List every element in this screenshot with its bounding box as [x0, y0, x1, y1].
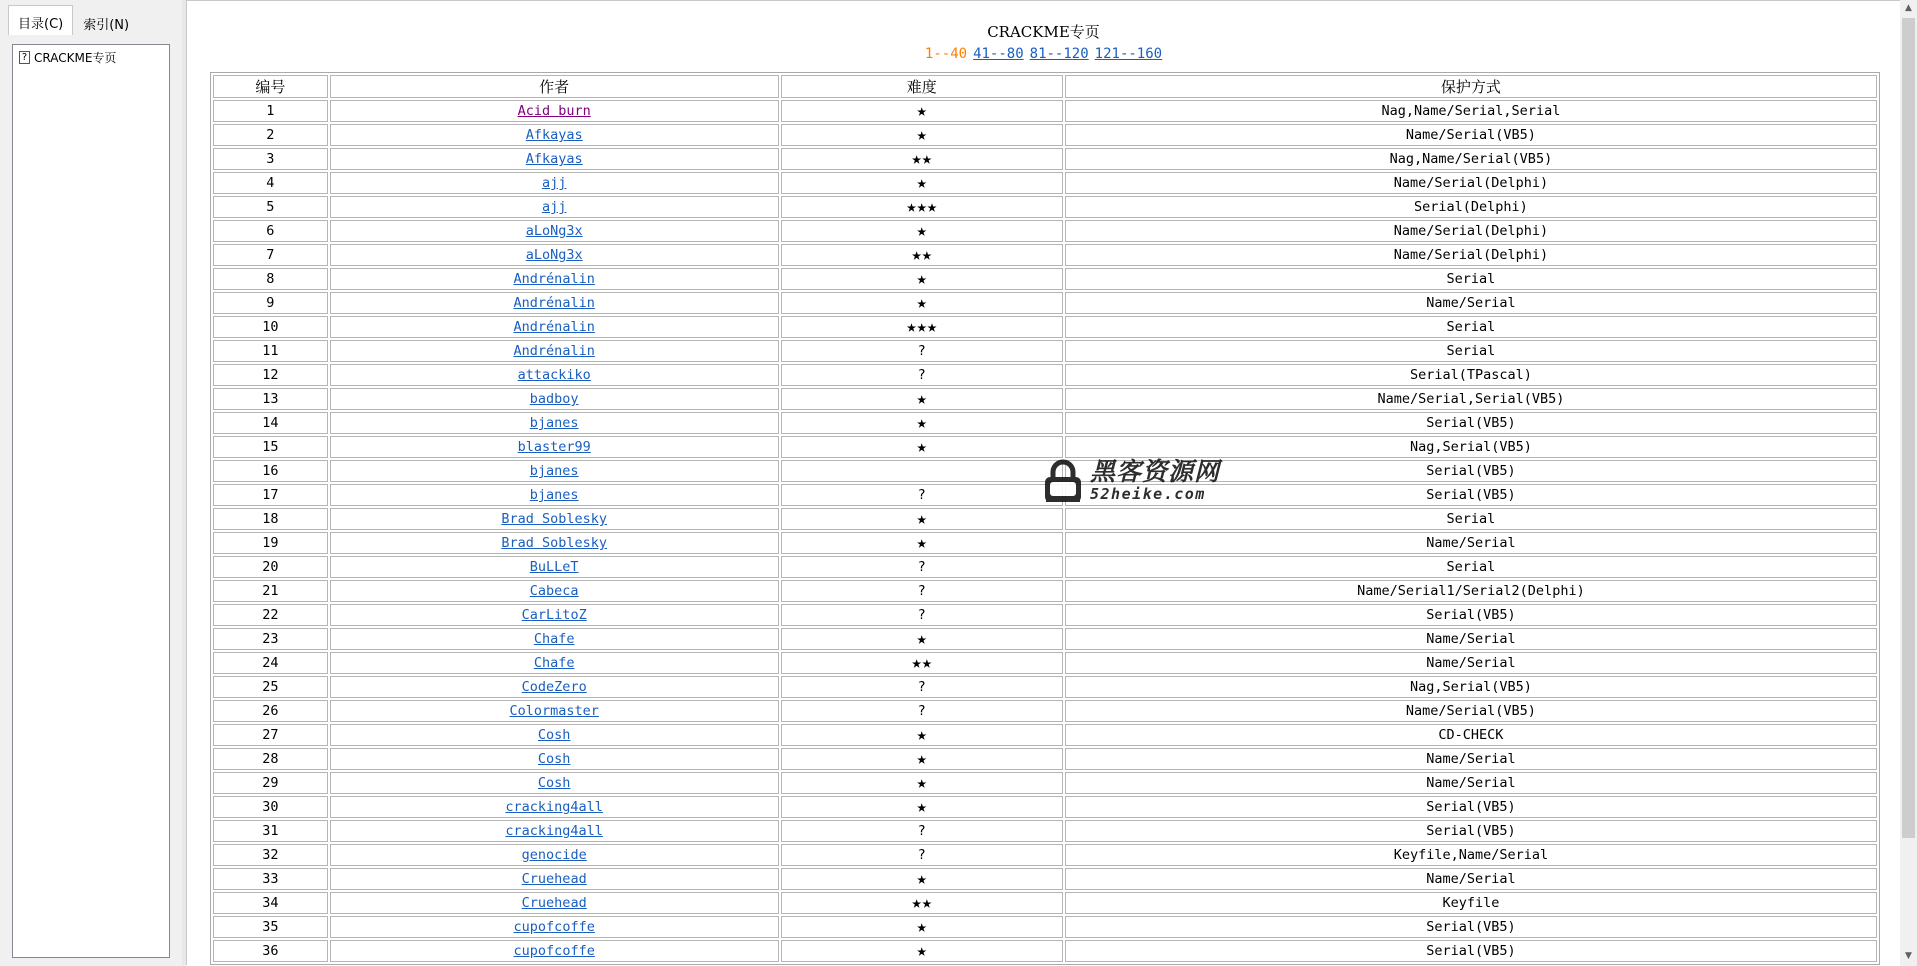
cell-number: 22 [213, 604, 328, 626]
cell-protection: Name/Serial(Delphi) [1065, 244, 1877, 266]
cell-protection: Serial(VB5) [1065, 604, 1877, 626]
cell-protection: Serial [1065, 268, 1877, 290]
cell-author [330, 844, 779, 866]
cell-number: 15 [213, 436, 328, 458]
cell-protection: Serial [1065, 508, 1877, 530]
cell-difficulty [781, 268, 1063, 290]
cell-protection: Keyfile,Name/Serial [1065, 844, 1877, 866]
help-page-icon: ? [19, 51, 30, 64]
cell-protection: Serial(VB5) [1065, 460, 1877, 482]
cell-number: 11 [213, 340, 328, 362]
author-link[interactable]: bjanes [529, 415, 579, 431]
author-link[interactable]: Cruehead [521, 895, 587, 911]
header-number: 编号 [213, 75, 328, 98]
author-link[interactable]: ajj [541, 199, 567, 215]
cell-difficulty [781, 196, 1063, 218]
cell-author [330, 556, 779, 578]
cell-number: 32 [213, 844, 328, 866]
table-row [213, 460, 1877, 482]
cell-number: 29 [213, 772, 328, 794]
cell-author [330, 244, 779, 266]
table-row [213, 220, 1877, 242]
cell-number: 33 [213, 868, 328, 890]
cell-author [330, 940, 779, 962]
difficulty-rating: ★ [916, 269, 927, 289]
table-row [213, 676, 1877, 698]
author-link[interactable]: cracking4all [505, 823, 603, 839]
author-link[interactable]: Colormaster [509, 703, 599, 719]
cell-difficulty [781, 460, 1063, 482]
author-link[interactable]: Cosh [537, 727, 571, 743]
cell-difficulty [781, 820, 1063, 842]
cell-number: 8 [213, 268, 328, 290]
author-link[interactable]: CodeZero [521, 679, 587, 695]
cell-difficulty [781, 436, 1063, 458]
cell-author [330, 604, 779, 626]
cell-author [330, 292, 779, 314]
cell-difficulty [781, 124, 1063, 146]
cell-author [330, 724, 779, 746]
cell-difficulty [781, 316, 1063, 338]
cell-difficulty [781, 916, 1063, 938]
cell-difficulty [781, 628, 1063, 650]
header-protection: 保护方式 [1065, 75, 1877, 98]
cell-difficulty [781, 388, 1063, 410]
difficulty-rating: ★★★ [906, 317, 938, 337]
difficulty-rating: ? [917, 607, 926, 623]
difficulty-rating: ★ [916, 869, 927, 889]
table-row [213, 556, 1877, 578]
cell-number: 31 [213, 820, 328, 842]
author-link[interactable]: Afkayas [525, 151, 583, 167]
author-link[interactable]: Brad Soblesky [501, 535, 608, 551]
cell-protection: Name/Serial [1065, 748, 1877, 770]
cell-difficulty [781, 244, 1063, 266]
cell-number: 28 [213, 748, 328, 770]
pager [187, 46, 1900, 62]
cell-difficulty [781, 148, 1063, 170]
table-row [213, 748, 1877, 770]
table-row [213, 388, 1877, 410]
cell-protection: Name/Serial(VB5) [1065, 124, 1877, 146]
cell-author [330, 316, 779, 338]
author-link[interactable]: Cabeca [529, 583, 579, 599]
cell-author [330, 484, 779, 506]
cell-difficulty [781, 172, 1063, 194]
cell-difficulty [781, 724, 1063, 746]
nav-tabs [8, 8, 139, 38]
cell-protection: Nag,Name/Serial,Serial [1065, 100, 1877, 122]
cell-author [330, 820, 779, 842]
author-link[interactable]: Brad Soblesky [501, 511, 608, 527]
cell-author [330, 436, 779, 458]
table-row [213, 820, 1877, 842]
cell-author [330, 868, 779, 890]
table-row [213, 700, 1877, 722]
cell-number: 5 [213, 196, 328, 218]
cell-protection: Name/Serial [1065, 628, 1877, 650]
cell-protection: Serial(VB5) [1065, 940, 1877, 962]
author-link[interactable]: Andrénalin [513, 295, 595, 311]
cell-protection: Serial [1065, 556, 1877, 578]
table-row [213, 892, 1877, 914]
difficulty-rating: ★ [916, 221, 927, 241]
cell-protection: Name/Serial(Delphi) [1065, 220, 1877, 242]
author-link[interactable]: cracking4all [505, 799, 603, 815]
vertical-scrollbar[interactable] [1900, 0, 1917, 965]
table-row [213, 868, 1877, 890]
cell-author [330, 580, 779, 602]
table-header-row [213, 75, 1877, 98]
cell-difficulty [781, 532, 1063, 554]
cell-protection: Name/Serial [1065, 532, 1877, 554]
cell-difficulty [781, 868, 1063, 890]
cell-protection: Name/Serial1/Serial2(Delphi) [1065, 580, 1877, 602]
pager-link-3[interactable]: 81--120 [1029, 46, 1089, 62]
cell-author [330, 772, 779, 794]
cell-protection: Serial(VB5) [1065, 916, 1877, 938]
author-link[interactable]: Afkayas [525, 127, 583, 143]
difficulty-rating: ★★ [911, 653, 932, 673]
difficulty-rating: ? [917, 343, 926, 359]
cell-number: 10 [213, 316, 328, 338]
difficulty-rating: ★ [916, 293, 927, 313]
difficulty-rating: ? [917, 583, 926, 599]
crackme-table [210, 72, 1880, 965]
table-row [213, 532, 1877, 554]
pager-link-2[interactable]: 41--80 [973, 46, 1024, 62]
cell-number: 21 [213, 580, 328, 602]
author-link[interactable]: Cosh [537, 775, 571, 791]
author-link[interactable]: ajj [541, 175, 567, 191]
table-row [213, 580, 1877, 602]
cell-author [330, 748, 779, 770]
cell-number: 7 [213, 244, 328, 266]
cell-protection: Name/Serial [1065, 772, 1877, 794]
author-link[interactable]: cupofcoffe [513, 943, 595, 959]
table-row [213, 628, 1877, 650]
difficulty-rating: ? [917, 703, 926, 719]
difficulty-rating: ★ [916, 749, 927, 769]
table-row [213, 316, 1877, 338]
cell-difficulty [781, 220, 1063, 242]
difficulty-rating: ? [917, 487, 926, 503]
cell-author [330, 676, 779, 698]
scroll-up-icon[interactable]: ▲ [1905, 3, 1912, 13]
table-row [213, 412, 1877, 434]
tab-index[interactable]: 索引(N) [83, 18, 130, 33]
difficulty-rating: ? [917, 823, 926, 839]
table-row [213, 340, 1877, 362]
cell-difficulty [781, 700, 1063, 722]
cell-author [330, 148, 779, 170]
difficulty-rating: ★ [916, 101, 927, 121]
table-body [213, 100, 1877, 962]
watermark-text-en: 52heike.com [1090, 485, 1206, 503]
cell-protection: Name/Serial(VB5) [1065, 700, 1877, 722]
table-row [213, 940, 1877, 962]
table-row [213, 196, 1877, 218]
cell-number: 25 [213, 676, 328, 698]
cell-author [330, 796, 779, 818]
cell-difficulty [781, 556, 1063, 578]
cell-number: 3 [213, 148, 328, 170]
cell-difficulty [781, 652, 1063, 674]
difficulty-rating: ★ [916, 413, 927, 433]
table-row [213, 724, 1877, 746]
scroll-down-icon[interactable]: ▼ [1905, 951, 1912, 961]
difficulty-rating: ★★ [911, 245, 932, 265]
author-link[interactable]: BuLLeT [529, 559, 579, 575]
author-link[interactable]: attackiko [517, 367, 591, 383]
difficulty-rating: ★ [916, 125, 927, 145]
tab-contents[interactable]: 目录(C) [8, 5, 73, 35]
author-link[interactable]: aLoNg3x [525, 223, 583, 239]
difficulty-rating: ★★★ [906, 197, 938, 217]
table-row [213, 124, 1877, 146]
table-row [213, 364, 1877, 386]
cell-protection: Serial(TPascal) [1065, 364, 1877, 386]
cell-protection: Name/Serial [1065, 292, 1877, 314]
cell-author [330, 892, 779, 914]
cell-protection: Name/Serial [1065, 868, 1877, 890]
cell-protection: Serial(VB5) [1065, 820, 1877, 842]
cell-author [330, 412, 779, 434]
difficulty-rating: ★ [916, 725, 927, 745]
cell-difficulty [781, 100, 1063, 122]
cell-author [330, 124, 779, 146]
difficulty-rating: ★ [916, 389, 927, 409]
cell-difficulty [781, 292, 1063, 314]
cell-difficulty [781, 796, 1063, 818]
author-link[interactable]: Chafe [533, 655, 575, 671]
difficulty-rating: ★ [916, 533, 927, 553]
cell-author [330, 340, 779, 362]
cell-difficulty [781, 844, 1063, 866]
cell-author [330, 916, 779, 938]
cell-number: 12 [213, 364, 328, 386]
table-row [213, 172, 1877, 194]
cell-difficulty [781, 604, 1063, 626]
cell-difficulty [781, 940, 1063, 962]
cell-difficulty [781, 892, 1063, 914]
cell-author [330, 388, 779, 410]
table-row [213, 292, 1877, 314]
author-link[interactable]: Andrénalin [513, 319, 595, 335]
cell-protection: Serial(VB5) [1065, 796, 1877, 818]
cell-author [330, 220, 779, 242]
page-title: CRACKME专页 [987, 23, 1100, 41]
cell-number: 1 [213, 100, 328, 122]
table-row [213, 100, 1877, 122]
cell-difficulty [781, 340, 1063, 362]
cell-protection: Serial [1065, 340, 1877, 362]
difficulty-rating: ★ [916, 173, 927, 193]
cell-protection: Nag,Serial(VB5) [1065, 676, 1877, 698]
table-row [213, 148, 1877, 170]
difficulty-rating: ★ [916, 917, 927, 937]
cell-protection: Name/Serial(Delphi) [1065, 172, 1877, 194]
cell-author [330, 628, 779, 650]
tree-item-label: CRACKME专页 [34, 51, 117, 65]
cell-number: 20 [213, 556, 328, 578]
cell-number: 36 [213, 940, 328, 962]
cell-protection: Name/Serial,Serial(VB5) [1065, 388, 1877, 410]
author-link[interactable]: blaster99 [517, 439, 591, 455]
scroll-thumb[interactable] [1902, 18, 1915, 838]
difficulty-rating: ★ [916, 629, 927, 649]
author-link[interactable]: badboy [529, 391, 579, 407]
cell-number: 24 [213, 652, 328, 674]
cell-number: 6 [213, 220, 328, 242]
cell-difficulty [781, 772, 1063, 794]
cell-number: 4 [213, 172, 328, 194]
cell-protection: Serial [1065, 316, 1877, 338]
cell-number: 16 [213, 460, 328, 482]
difficulty-rating: ★★ [911, 149, 932, 169]
table-row [213, 484, 1877, 506]
difficulty-rating: ★ [916, 797, 927, 817]
cell-protection: Serial(VB5) [1065, 484, 1877, 506]
cell-difficulty [781, 484, 1063, 506]
cell-protection: Keyfile [1065, 892, 1877, 914]
content-pane [187, 0, 1900, 966]
cell-protection: Nag,Name/Serial(VB5) [1065, 148, 1877, 170]
cell-number: 14 [213, 412, 328, 434]
author-link[interactable]: bjanes [529, 463, 579, 479]
cell-author [330, 532, 779, 554]
table-row [213, 604, 1877, 626]
table-row [213, 508, 1877, 530]
cell-difficulty [781, 508, 1063, 530]
cell-author [330, 196, 779, 218]
cell-difficulty [781, 580, 1063, 602]
cell-number: 9 [213, 292, 328, 314]
difficulty-rating: ★★ [911, 893, 932, 913]
header-difficulty: 难度 [781, 75, 1063, 98]
table-row [213, 796, 1877, 818]
cell-number: 27 [213, 724, 328, 746]
difficulty-rating: ★ [916, 941, 927, 961]
difficulty-rating: ★ [916, 773, 927, 793]
cell-number: 19 [213, 532, 328, 554]
table-row [213, 916, 1877, 938]
cell-difficulty [781, 412, 1063, 434]
cell-protection: CD-CHECK [1065, 724, 1877, 746]
tree-item-crackme[interactable] [19, 49, 116, 66]
contents-tree[interactable] [12, 44, 170, 958]
pager-link-1: 1--40 [924, 46, 968, 62]
difficulty-rating: ★ [916, 437, 927, 457]
cell-difficulty [781, 748, 1063, 770]
watermark-text-cn: 黑客资源网 [1090, 457, 1221, 486]
cell-author [330, 508, 779, 530]
cell-author [330, 460, 779, 482]
author-link[interactable]: Cruehead [521, 871, 587, 887]
author-link[interactable]: aLoNg3x [525, 247, 583, 263]
author-link[interactable]: Andrénalin [513, 271, 595, 287]
difficulty-rating: ? [917, 679, 926, 695]
difficulty-rating: ? [917, 559, 926, 575]
table-row [213, 844, 1877, 866]
cell-difficulty [781, 676, 1063, 698]
cell-number: 23 [213, 628, 328, 650]
author-link[interactable]: genocide [521, 847, 587, 863]
author-link[interactable]: Andrénalin [513, 343, 595, 359]
pager-link-4[interactable]: 121--160 [1094, 46, 1163, 62]
table-row [213, 436, 1877, 458]
header-author: 作者 [330, 75, 779, 98]
author-link[interactable]: Cosh [537, 751, 571, 767]
navigation-pane [0, 0, 183, 965]
cell-difficulty [781, 364, 1063, 386]
cell-number: 26 [213, 700, 328, 722]
author-link[interactable]: CarLitoZ [521, 607, 587, 623]
cell-number: 17 [213, 484, 328, 506]
cell-protection: Serial(VB5) [1065, 412, 1877, 434]
author-link[interactable]: Acid burn [517, 103, 591, 119]
cell-author [330, 700, 779, 722]
cell-author [330, 100, 779, 122]
cell-number: 30 [213, 796, 328, 818]
cell-number: 18 [213, 508, 328, 530]
table-row [213, 652, 1877, 674]
difficulty-rating: ? [917, 367, 926, 383]
cell-author [330, 172, 779, 194]
cell-author [330, 652, 779, 674]
cell-number: 2 [213, 124, 328, 146]
cell-author [330, 364, 779, 386]
cell-number: 35 [213, 916, 328, 938]
cell-protection: Name/Serial [1065, 652, 1877, 674]
table-row [213, 268, 1877, 290]
author-link[interactable]: cupofcoffe [513, 919, 595, 935]
cell-author [330, 268, 779, 290]
cell-number: 34 [213, 892, 328, 914]
cell-protection: Serial(Delphi) [1065, 196, 1877, 218]
difficulty-rating: ? [917, 847, 926, 863]
table-row [213, 772, 1877, 794]
author-link[interactable]: bjanes [529, 487, 579, 503]
difficulty-rating: ★ [916, 509, 927, 529]
cell-number: 13 [213, 388, 328, 410]
table-row [213, 244, 1877, 266]
author-link[interactable]: Chafe [533, 631, 575, 647]
cell-protection: Nag,Serial(VB5) [1065, 436, 1877, 458]
